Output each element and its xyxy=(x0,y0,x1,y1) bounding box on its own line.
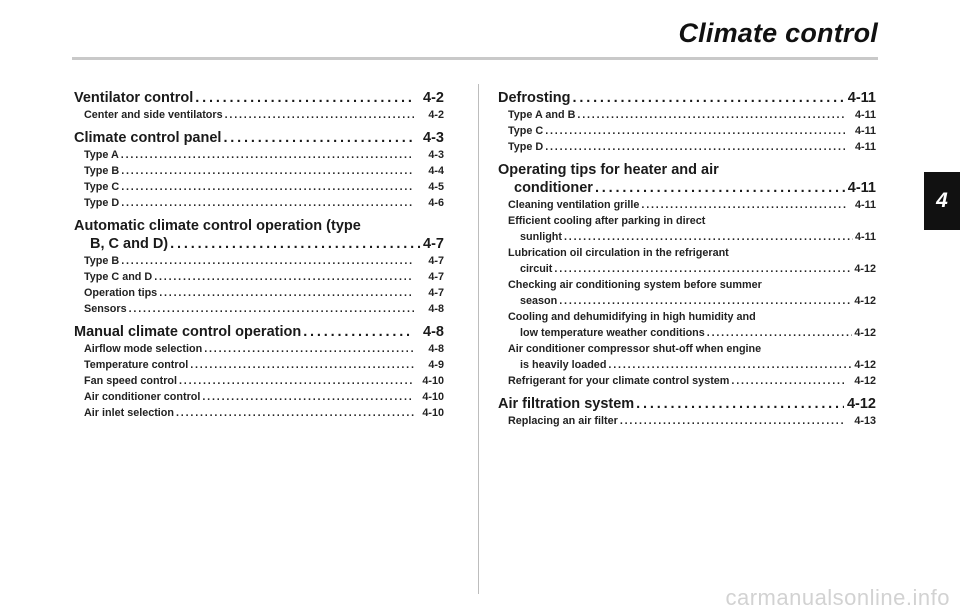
toc-page-number: 4-8 xyxy=(428,303,444,315)
toc-subsection-entry[interactable] xyxy=(498,197,876,213)
toc-page-number: 4-10 xyxy=(422,407,444,419)
leader-dots xyxy=(204,341,414,357)
leader-dots xyxy=(608,357,852,373)
leader-dots xyxy=(179,373,414,389)
toc-page-number: 4-12 xyxy=(854,375,876,387)
column-divider xyxy=(478,84,479,594)
toc-entry-title: Fan speed control xyxy=(84,375,177,387)
toc-page-number: 4-8 xyxy=(423,324,444,340)
toc-subsection-entry[interactable] xyxy=(74,389,444,405)
leader-dots xyxy=(223,129,412,147)
toc-entry-title-line1: Checking air conditioning system before summer xyxy=(508,279,762,291)
toc-subsection-entry[interactable] xyxy=(74,147,444,163)
toc-page-number: 4-7 xyxy=(423,236,444,252)
leader-dots xyxy=(190,357,414,373)
toc-entry-title-line2: is heavily loaded xyxy=(520,359,607,371)
toc-entry-title: Air inlet selection xyxy=(84,407,174,419)
toc-entry-title: Cleaning ventilation grille xyxy=(508,199,640,211)
toc-section-entry[interactable] xyxy=(498,89,876,107)
toc-entry-title-line1: Efficient cooling after parking in direct xyxy=(508,215,706,227)
toc-entry-title: Operation tips xyxy=(84,287,158,299)
toc-page-number: 4-12 xyxy=(854,359,876,371)
toc-entry-title: Type B xyxy=(84,255,120,267)
toc-page-number: 4-2 xyxy=(423,90,444,106)
toc-subsection-entry[interactable] xyxy=(74,373,444,389)
leader-dots xyxy=(559,293,852,309)
toc-subsection-entry[interactable] xyxy=(74,107,444,123)
toc-page-number: 4-11 xyxy=(854,109,876,121)
toc-entry-title-line2: season xyxy=(520,295,558,307)
toc-entry-title: Refrigerant for your climate control system xyxy=(508,375,730,387)
chapter-tab-number: 4 xyxy=(936,189,948,212)
toc-page-number: 4-6 xyxy=(428,197,444,209)
toc-subsection-entry[interactable] xyxy=(74,253,444,269)
leader-dots xyxy=(731,373,846,389)
toc-subsection-entry[interactable] xyxy=(74,269,444,285)
toc-entry-title: Defrosting xyxy=(498,90,571,106)
toc-subsection-entry[interactable] xyxy=(74,195,444,211)
toc-entry-title-line2: conditioner xyxy=(514,180,593,196)
toc-page-number: 4-11 xyxy=(854,125,876,137)
leader-dots xyxy=(554,261,852,277)
toc-entry-title: Airflow mode selection xyxy=(84,343,203,355)
toc-subsection-entry[interactable] xyxy=(498,213,876,245)
toc-subsection-entry[interactable] xyxy=(498,123,876,139)
toc-entry-title-line1: Automatic climate control operation (type xyxy=(74,218,361,234)
toc-page-number: 4-5 xyxy=(428,181,444,193)
toc-subsection-entry[interactable] xyxy=(74,341,444,357)
toc-page-number: 4-12 xyxy=(846,396,876,412)
leader-dots xyxy=(595,179,846,197)
toc-section-entry[interactable] xyxy=(498,161,876,197)
toc-entry-title: Type B xyxy=(84,165,120,177)
toc-subsection-entry[interactable] xyxy=(74,285,444,301)
watermark: carmanualsonline.info xyxy=(725,585,950,610)
toc-subsection-entry[interactable] xyxy=(74,163,444,179)
toc-entry-title: Manual climate control operation xyxy=(74,324,302,340)
leader-dots xyxy=(545,139,846,155)
chapter-tab[interactable] xyxy=(924,172,960,230)
toc-section-entry[interactable] xyxy=(74,323,444,341)
toc-page-number: 4-3 xyxy=(423,130,444,146)
toc-page-number: 4-11 xyxy=(854,231,876,243)
toc-entry-title-line2: circuit xyxy=(520,263,553,275)
toc-entry-title: Temperature control xyxy=(84,359,189,371)
leader-dots xyxy=(121,147,414,163)
leader-dots xyxy=(303,323,412,341)
leader-dots xyxy=(225,107,414,123)
toc-entry-title-line2: sunlight xyxy=(520,231,562,243)
toc-page-number: 4-12 xyxy=(854,295,876,307)
toc-entry-title: Type D xyxy=(508,141,544,153)
toc-section-entry[interactable] xyxy=(74,217,444,253)
toc-subsection-entry[interactable] xyxy=(498,413,876,429)
toc-left-column xyxy=(74,89,444,421)
leader-dots xyxy=(121,163,414,179)
leader-dots xyxy=(641,197,846,213)
leader-dots xyxy=(121,253,414,269)
leader-dots xyxy=(545,123,846,139)
toc-entry-title: Climate control panel xyxy=(74,130,222,146)
toc-subsection-entry[interactable] xyxy=(498,245,876,277)
toc-subsection-entry[interactable] xyxy=(74,301,444,317)
toc-page-number: 4-11 xyxy=(854,141,876,153)
toc-entry-title: Sensors xyxy=(84,303,127,315)
toc-section-entry[interactable] xyxy=(74,129,444,147)
toc-page-number: 4-9 xyxy=(428,359,444,371)
toc-section-entry[interactable] xyxy=(74,89,444,107)
leader-dots xyxy=(195,89,412,107)
toc-page-number: 4-11 xyxy=(847,180,876,196)
leader-dots xyxy=(159,285,414,301)
leader-dots xyxy=(707,325,853,341)
leader-dots xyxy=(202,389,414,405)
toc-page-number: 4-13 xyxy=(854,415,876,427)
toc-subsection-entry[interactable] xyxy=(74,357,444,373)
toc-subsection-entry[interactable] xyxy=(74,405,444,421)
toc-subsection-entry[interactable] xyxy=(498,139,876,155)
toc-page-number: 4-11 xyxy=(847,90,876,106)
leader-dots xyxy=(129,301,414,317)
leader-dots xyxy=(620,413,846,429)
toc-page-number: 4-3 xyxy=(428,149,444,161)
toc-page-number: 4-7 xyxy=(428,255,444,267)
toc-entry-title: Center and side ventilators xyxy=(84,109,223,121)
toc-subsection-entry[interactable] xyxy=(498,277,876,309)
toc-entry-title-line1: Air conditioner compressor shut-off when engine xyxy=(508,343,762,355)
toc-page-number: 4-8 xyxy=(428,343,444,355)
leader-dots xyxy=(573,89,845,107)
toc-right-column xyxy=(498,89,876,429)
toc-entry-title-line2: B, C and D) xyxy=(90,236,169,252)
toc-entry-title: Air conditioner control xyxy=(84,391,201,403)
toc-entry-title: Type A xyxy=(84,149,119,161)
toc-page-number: 4-7 xyxy=(428,271,444,283)
toc-entry-title-line1: Lubrication oil circulation in the refrigerant xyxy=(508,247,729,259)
toc-subsection-entry[interactable] xyxy=(498,341,876,373)
toc-page-number: 4-7 xyxy=(428,287,444,299)
toc-entry-title: Replacing an air filter xyxy=(508,415,618,427)
toc-entry-title: Type C xyxy=(508,125,544,137)
toc-page-number: 4-10 xyxy=(422,391,444,403)
toc-entry-title-line1: Cooling and dehumidifying in high humidity and xyxy=(508,311,756,323)
toc-section-entry[interactable] xyxy=(498,395,876,413)
toc-entry-title: Type C xyxy=(84,181,120,193)
toc-page-number: 4-12 xyxy=(854,327,876,339)
toc-entry-title: Type D xyxy=(84,197,120,209)
toc-entry-title: Type C and D xyxy=(84,271,153,283)
toc-entry-title: Type A and B xyxy=(508,109,576,121)
leader-dots xyxy=(564,229,853,245)
toc-subsection-entry[interactable] xyxy=(498,373,876,389)
page-title: Climate control xyxy=(678,18,878,48)
leader-dots xyxy=(636,395,844,413)
toc-page-number: 4-10 xyxy=(422,375,444,387)
leader-dots xyxy=(154,269,414,285)
leader-dots xyxy=(577,107,846,123)
leader-dots xyxy=(121,195,414,211)
toc-page-number: 4-11 xyxy=(854,199,876,211)
toc-subsection-entry[interactable] xyxy=(74,179,444,195)
toc-page-number: 4-2 xyxy=(428,109,444,121)
toc-page-number: 4-12 xyxy=(854,263,876,275)
toc-subsection-entry[interactable] xyxy=(498,107,876,123)
leader-dots xyxy=(170,235,421,253)
toc-entry-title-line1: Operating tips for heater and air xyxy=(498,162,719,178)
leader-dots xyxy=(121,179,414,195)
leader-dots xyxy=(176,405,414,421)
toc-entry-title-line2: low temperature weather conditions xyxy=(520,327,705,339)
toc-entry-title: Ventilator control xyxy=(74,90,194,106)
title-rule xyxy=(72,57,878,60)
toc-entry-title: Air filtration system xyxy=(498,396,635,412)
toc-page-number: 4-4 xyxy=(428,165,444,177)
toc-subsection-entry[interactable] xyxy=(498,309,876,341)
